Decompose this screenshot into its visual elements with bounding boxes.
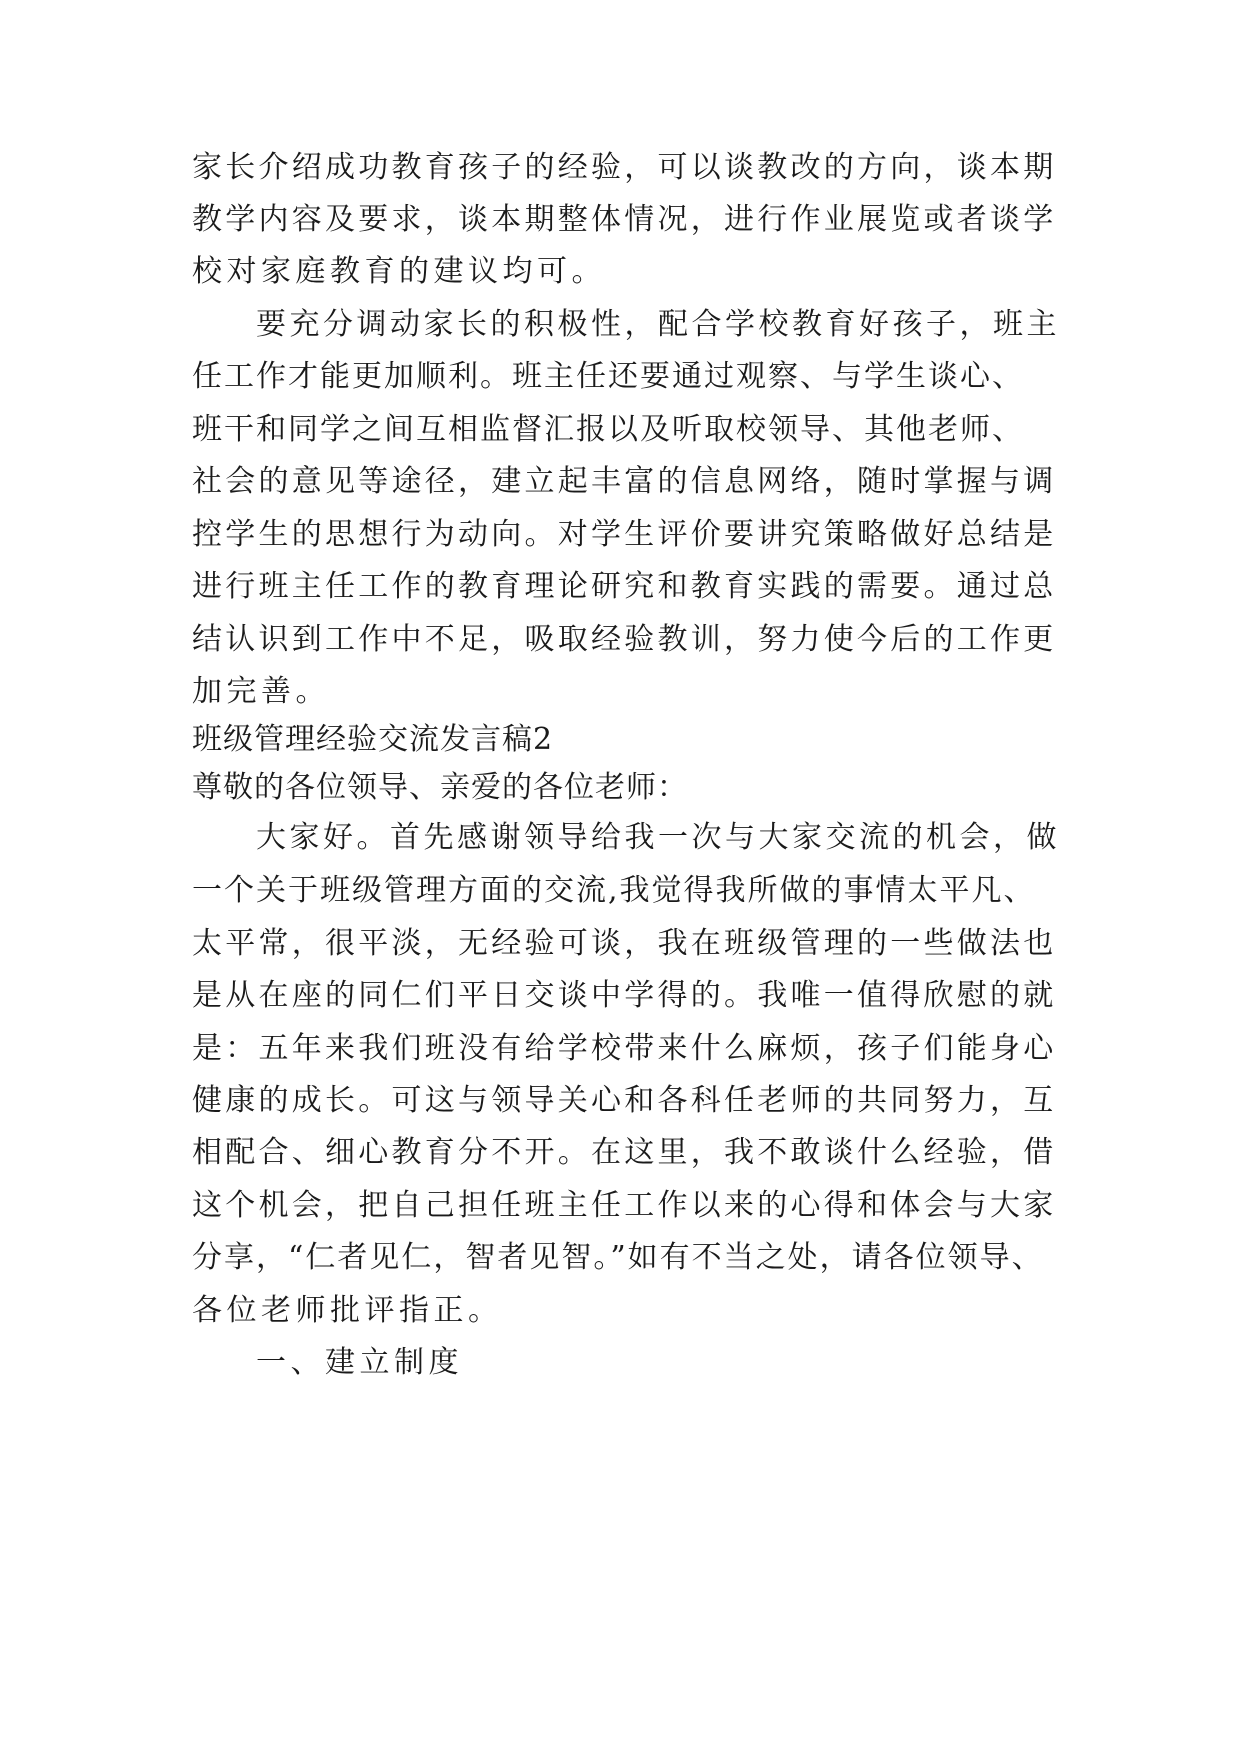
- paragraph-line: 各位老师批评指正。: [192, 1293, 503, 1328]
- paragraph-line: 任工作才能更加顺利。班主任还要通过观察、与学生谈心、: [192, 359, 1024, 394]
- paragraph-line: 要充分调动家长的积极性，配合学校教育好孩子，班主: [256, 307, 1060, 342]
- section-title: 班级管理经验交流发言稿2: [192, 722, 554, 757]
- paragraph-line: 控学生的思想行为动向。对学生评价要讲究策略做好总结是: [192, 517, 1057, 552]
- paragraph-line: 社会的意见等途径，建立起丰富的信息网络，随时掌握与调: [192, 464, 1057, 499]
- paragraph-line: 家长介绍成功教育孩子的经验，可以谈教改的方向，谈本期: [192, 150, 1057, 185]
- paragraph-line: 是：五年来我们班没有给学校带来什么麻烦，孩子们能身心: [192, 1031, 1057, 1066]
- paragraph-line: 分享，“仁者见仁，智者见智。”如有不当之处，请各位领导、: [192, 1240, 1044, 1275]
- heading: 一、建立制度: [256, 1345, 463, 1380]
- paragraph-line: 进行班主任工作的教育理论研究和教育实践的需要。通过总: [192, 569, 1057, 604]
- salutation: 尊敬的各位领导、亲爱的各位老师：: [192, 770, 688, 805]
- paragraph-line: 校对家庭教育的建议均可。: [192, 254, 606, 289]
- paragraph-line: 一个关于班级管理方面的交流,我觉得我所做的事情太平凡、: [192, 873, 1036, 908]
- paragraph-line: 相配合、细心教育分不开。在这里，我不敢谈什么经验，借: [192, 1135, 1057, 1170]
- paragraph-line: 健康的成长。可这与领导关心和各科任老师的共同努力，互: [192, 1083, 1057, 1118]
- paragraph-line: 大家好。首先感谢领导给我一次与大家交流的机会，做: [256, 820, 1060, 855]
- paragraph-line: 班干和同学之间互相监督汇报以及听取校领导、其他老师、: [192, 412, 1024, 447]
- paragraph-line: 太平常，很平淡，无经验可谈，我在班级管理的一些做法也: [192, 926, 1057, 961]
- paragraph-line: 结认识到工作中不足，吸取经验教训，努力使今后的工作更: [192, 622, 1057, 657]
- paragraph-line: 是从在座的同仁们平日交谈中学得的。我唯一值得欣慰的就: [192, 978, 1057, 1013]
- paragraph-line: 教学内容及要求，谈本期整体情况，进行作业展览或者谈学: [192, 202, 1057, 237]
- paragraph-line: 这个机会，把自己担任班主任工作以来的心得和体会与大家: [192, 1188, 1057, 1223]
- paragraph-line: 加完善。: [192, 674, 330, 709]
